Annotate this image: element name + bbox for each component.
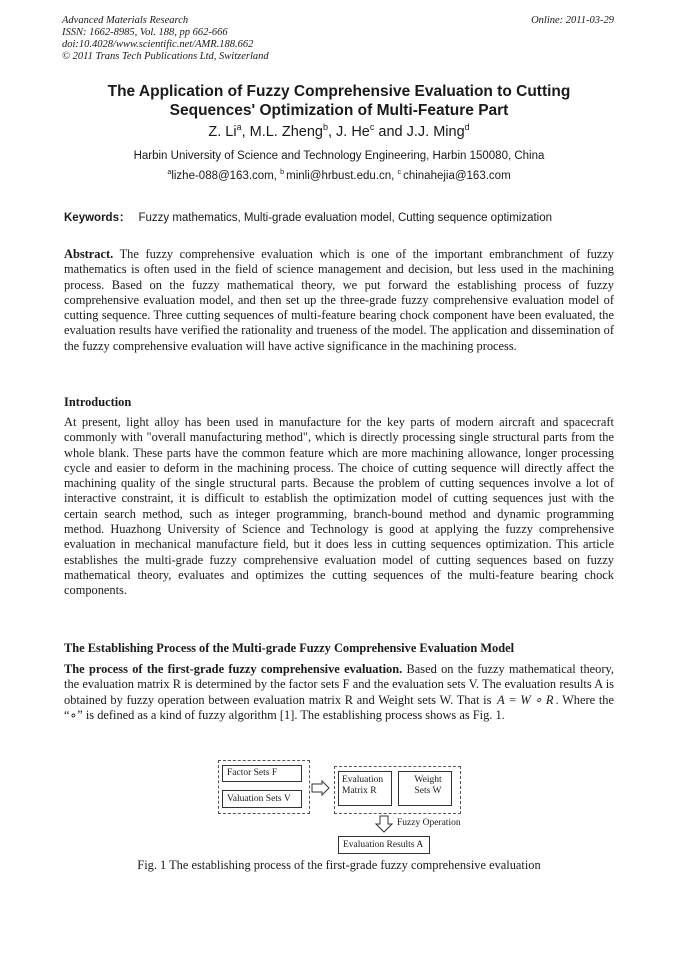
author-mark: a (236, 122, 242, 133)
section-heading: The Establishing Process of the Multi-grade Fuzzy Comprehensive Evaluation Model (64, 641, 515, 655)
abstract-label: Abstract. (64, 247, 114, 261)
author: Z. Li (208, 124, 237, 140)
author-mark: b (322, 122, 328, 133)
journal-name: Advanced Materials Research (62, 15, 189, 26)
author: J. He (336, 124, 370, 140)
section-paragraph (64, 662, 614, 723)
evaluation-results-label: Evaluation Results A (343, 840, 424, 850)
fuzzy-operation-label: Fuzzy Operation (397, 818, 461, 828)
doi-line: doi:10.4028/www.scientific.net/AMR.188.662 (62, 39, 254, 50)
abstract-text: The fuzzy comprehensive evaluation which is one of the important embranchment of fuzzy mathematics is often used in the field of science management and decision, but less used in the machining process. Based on the fuzzy mathematical theory, we put forward the establishing process of fuzzy comprehensive evaluation model, and then set up the three-grade fuzzy comprehensive evaluation model of cutting sequence. Three cutting sequences of multi-feature bearing chock component have been evaluated, the evaluation results have verified the rationality and trueness of the model. The application and dissemination of the fuzzy comprehensive evaluation will have active significance in the machining process. (64, 247, 614, 353)
section-text-a: Based on the fuzzy mathematical theory, the evaluation matrix R is determined by the factor sets F and the evaluation sets V. The evaluation results A is obtained by fuzzy operation between evaluation matrix R and Weight sets W. That is (64, 662, 614, 707)
affiliation: Harbin University of Science and Technology Engineering, Harbin 150080, China (133, 150, 545, 162)
intro-heading: Introduction (64, 395, 132, 409)
figure-1 (218, 760, 468, 860)
author-and: and (374, 124, 407, 140)
title-line-1: The Application of Fuzzy Comprehensive Evaluation to Cutting (107, 83, 571, 100)
author: J.J. Ming (406, 124, 465, 140)
keywords-text: Fuzzy mathematics, Multi-grade evaluation model, Cutting sequence optimization (138, 212, 553, 224)
factor-sets-label: Factor Sets F (227, 768, 278, 778)
section-text-b: . Where the “∘” is defined as a kind of fuzzy algorithm [1]. The establishing process shows as Fig. 1. (64, 692, 614, 722)
weight-sets-box (398, 771, 452, 806)
evaluation-results-box (338, 836, 430, 854)
valuation-sets-box (222, 790, 302, 808)
email-list: $^a$lizhe-088@163.com, $^b$ minli@hrbust.edu.cn, $^c$ chinahejia@163.com (167, 168, 511, 182)
author-mark: c (369, 122, 375, 133)
abstract (64, 247, 614, 354)
email-mark: a (167, 168, 172, 177)
author-separator: , (241, 124, 250, 140)
paper-title (40, 82, 638, 120)
right-arrow-icon (311, 780, 331, 796)
keywords (64, 209, 624, 225)
email-address[interactable]: minli@hrbust.edu.cn (286, 170, 392, 182)
keywords-label: Keywords： (64, 212, 131, 224)
valuation-sets-label: Valuation Sets V (227, 794, 291, 804)
author-separator: , (327, 124, 337, 140)
weight-sets-label-2: Sets W (414, 786, 442, 796)
evaluation-matrix-label-2: Matrix R (342, 786, 377, 796)
figure-caption: Fig. 1 The establishing process of the first-grade fuzzy comprehensive evaluation (137, 858, 541, 872)
email-address[interactable]: lizhe-088@163.com (171, 170, 274, 182)
down-arrow-icon (375, 815, 393, 833)
author-mark: d (464, 122, 470, 133)
intro-text: At present, light alloy has been used in manufacture for the key parts of modern aircraft and spacecraft commonly with "overall manufacturing method", which is directly processing single structural parts from the whole blank. These parts have the common feature which are more machining allowance, longer processing cycle and easier to deform in the machining process. The choice of cutting sequence will directly affect the machining quality of the single structural parts. Because the problem of cutting sequences involve a lot of interactive constraint, it is difficult to establish the optimization model of cutting sequences just with the certain search method, such as integer programming, branch-bound method and dynamic programming method. Huazhong University of Science and Technology is good at applying the fuzzy comprehensive evaluation in mechanical manufacture field, but it does less in cutting sequences optimization. This article establishes the multi-grade fuzzy comprehensive evaluation model of cutting sequences based on fuzzy mathematical theory, evaluates and optimizes the cutting sequences of the multi-feature bearing chock components. (64, 415, 614, 598)
evaluation-matrix-box (338, 771, 392, 806)
title-line-2: Sequences' Optimization of Multi-Feature Part (169, 102, 509, 119)
author-list (40, 124, 638, 140)
copyright-line: © 2011 Trans Tech Publications Ltd, Switzerland (62, 51, 269, 62)
email-address[interactable]: chinahejia@163.com (403, 170, 511, 182)
journal-header (62, 15, 269, 63)
formula: A = W ∘ R (497, 692, 554, 707)
weight-sets-label-1: Weight (414, 775, 442, 785)
email-mark: c (397, 168, 402, 177)
author: M.L. Zheng (249, 124, 323, 140)
evaluation-matrix-label-1: Evaluation (342, 775, 384, 785)
email-mark: b (280, 168, 285, 177)
online-date: Online: 2011-03-29 (531, 15, 614, 26)
subsection-heading: The process of the first-grade fuzzy comprehensive evaluation. (64, 662, 403, 676)
issn-line: ISSN: 1662-8985, Vol. 188, pp 662-666 (62, 27, 228, 38)
factor-sets-box (222, 765, 302, 782)
